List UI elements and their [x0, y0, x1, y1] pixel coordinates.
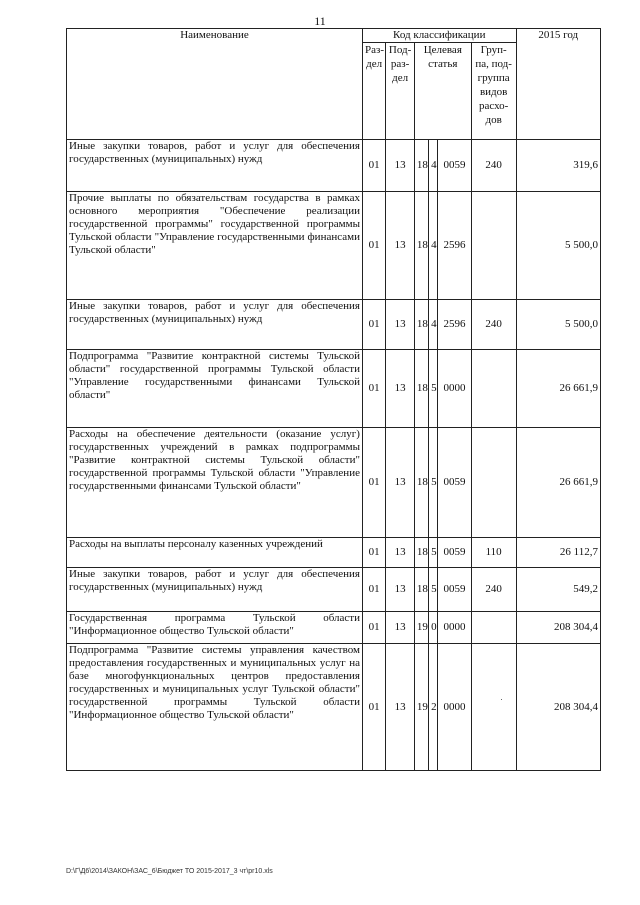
- row-subsection: 13: [386, 612, 414, 644]
- table-body: [67, 140, 601, 771]
- row-section: 01: [362, 568, 385, 612]
- row-target-article-part2: 0: [429, 612, 438, 644]
- row-subsection: 13: [386, 350, 414, 428]
- header-year: 2015 год: [516, 29, 600, 140]
- row-expense-group: 240: [471, 568, 516, 612]
- table-row: [67, 568, 601, 612]
- header-target-article: Целевая статья: [414, 43, 471, 140]
- row-amount: 26 661,9: [516, 350, 600, 428]
- row-amount: 549,2: [516, 568, 600, 612]
- row-target-article-part2: 4: [429, 140, 438, 192]
- row-subsection: 13: [386, 300, 414, 350]
- row-amount: 208 304,4: [516, 612, 600, 644]
- row-name: Расходы на выплаты персоналу казенных учреждений: [67, 538, 363, 568]
- row-target-article-part3: 0059: [438, 140, 472, 192]
- row-name: Подпрограмма "Развитие системы управления качеством предоставления государственных и муниципальных услуг на базе многофункциональных центров предоставления государственных и муниципальных услуг Тульской области" государственной программы Тульской области "Информационное общество Тульской области": [67, 644, 363, 771]
- row-target-article-part2: 2: [429, 644, 438, 771]
- page-number: 11: [314, 14, 326, 28]
- table-row: [67, 300, 601, 350]
- table-row: [67, 428, 601, 538]
- row-expense-group: [471, 350, 516, 428]
- row-target-article-part3: 0000: [438, 612, 472, 644]
- budget-table: [66, 28, 601, 771]
- row-target-article-part3: 0059: [438, 538, 472, 568]
- row-expense-group: [471, 644, 516, 771]
- table-row: [67, 538, 601, 568]
- row-target-article-part3: 0000: [438, 350, 472, 428]
- row-section: 01: [362, 538, 385, 568]
- row-target-article-part1: 18: [414, 428, 428, 538]
- row-target-article-part3: 2596: [438, 300, 472, 350]
- header-code-group: Код классификации: [362, 29, 516, 43]
- row-name: Подпрограмма "Развитие контрактной системы Тульской области" государственной программы Тульской области "Управление государственными финансами Тульской области": [67, 350, 363, 428]
- row-expense-group: [471, 428, 516, 538]
- row-amount: 319,6: [516, 140, 600, 192]
- row-name: Расходы на обеспечение деятельности (оказание услуг) государственных учреждений в рамках подпрограммы "Развитие контрактной системы Тульской области" государственной программы Тульской области "Управление государственными финансами Тульской области": [67, 428, 363, 538]
- row-subsection: 13: [386, 428, 414, 538]
- row-target-article-part2: 5: [429, 350, 438, 428]
- row-target-article-part1: 19: [414, 612, 428, 644]
- header-subsection: Под- раз- дел: [386, 43, 414, 140]
- row-amount: 208 304,4: [516, 644, 600, 771]
- table-row: [67, 612, 601, 644]
- row-expense-group: 240: [471, 300, 516, 350]
- row-subsection: 13: [386, 568, 414, 612]
- row-name: Государственная программа Тульской области "Информационное общество Тульской области": [67, 612, 363, 644]
- header-section: Раз- дел: [362, 43, 385, 140]
- row-target-article-part1: 18: [414, 568, 428, 612]
- row-target-article-part3: 0059: [438, 568, 472, 612]
- table-row: [67, 192, 601, 300]
- row-section: 01: [362, 612, 385, 644]
- row-amount: 5 500,0: [516, 192, 600, 300]
- row-section: 01: [362, 140, 385, 192]
- footer-file-path: D:\Г\Д6\2014\ЗАКОН\ЗАС_6\Бюджет ТО 2015-2017_3 чт\pr10.xls: [66, 868, 273, 875]
- row-expense-group: 110: [471, 538, 516, 568]
- row-section: 01: [362, 428, 385, 538]
- row-amount: 26 661,9: [516, 428, 600, 538]
- row-section: 01: [362, 350, 385, 428]
- row-target-article-part1: 19: [414, 644, 428, 771]
- header-expense-group: Груп- па, под- группа видов расхо- дов: [471, 43, 516, 140]
- row-section: 01: [362, 192, 385, 300]
- table-row: [67, 350, 601, 428]
- row-name: Прочие выплаты по обязательствам государства в рамках основного мероприятия "Обеспечение реализации государственной программы" государственной программы Тульской области "Управление государственными финансами Тульской области": [67, 192, 363, 300]
- row-target-article-part1: 18: [414, 538, 428, 568]
- row-target-article-part2: 4: [429, 300, 438, 350]
- row-amount: 5 500,0: [516, 300, 600, 350]
- row-target-article-part1: 18: [414, 192, 428, 300]
- row-target-article-part2: 5: [429, 568, 438, 612]
- row-subsection: 13: [386, 140, 414, 192]
- table-row: [67, 644, 601, 771]
- row-target-article-part2: 5: [429, 428, 438, 538]
- scan-speck: [501, 699, 502, 700]
- row-name: Иные закупки товаров, работ и услуг для обеспечения государственных (муниципальных) нужд: [67, 568, 363, 612]
- row-section: 01: [362, 300, 385, 350]
- row-target-article-part1: 18: [414, 140, 428, 192]
- row-target-article-part3: 0059: [438, 428, 472, 538]
- header-name: Наименование: [67, 29, 363, 140]
- row-expense-group: [471, 192, 516, 300]
- row-name: Иные закупки товаров, работ и услуг для обеспечения государственных (муниципальных) нужд: [67, 140, 363, 192]
- row-expense-group: [471, 612, 516, 644]
- row-target-article-part1: 18: [414, 350, 428, 428]
- row-target-article-part2: 4: [429, 192, 438, 300]
- row-section: 01: [362, 644, 385, 771]
- row-amount: 26 112,7: [516, 538, 600, 568]
- row-target-article-part3: 0000: [438, 644, 472, 771]
- row-subsection: 13: [386, 192, 414, 300]
- row-target-article-part2: 5: [429, 538, 438, 568]
- table-row: [67, 140, 601, 192]
- row-target-article-part1: 18: [414, 300, 428, 350]
- row-target-article-part3: 2596: [438, 192, 472, 300]
- row-subsection: 13: [386, 644, 414, 771]
- row-subsection: 13: [386, 538, 414, 568]
- row-name: Иные закупки товаров, работ и услуг для обеспечения государственных (муниципальных) нужд: [67, 300, 363, 350]
- row-expense-group: 240: [471, 140, 516, 192]
